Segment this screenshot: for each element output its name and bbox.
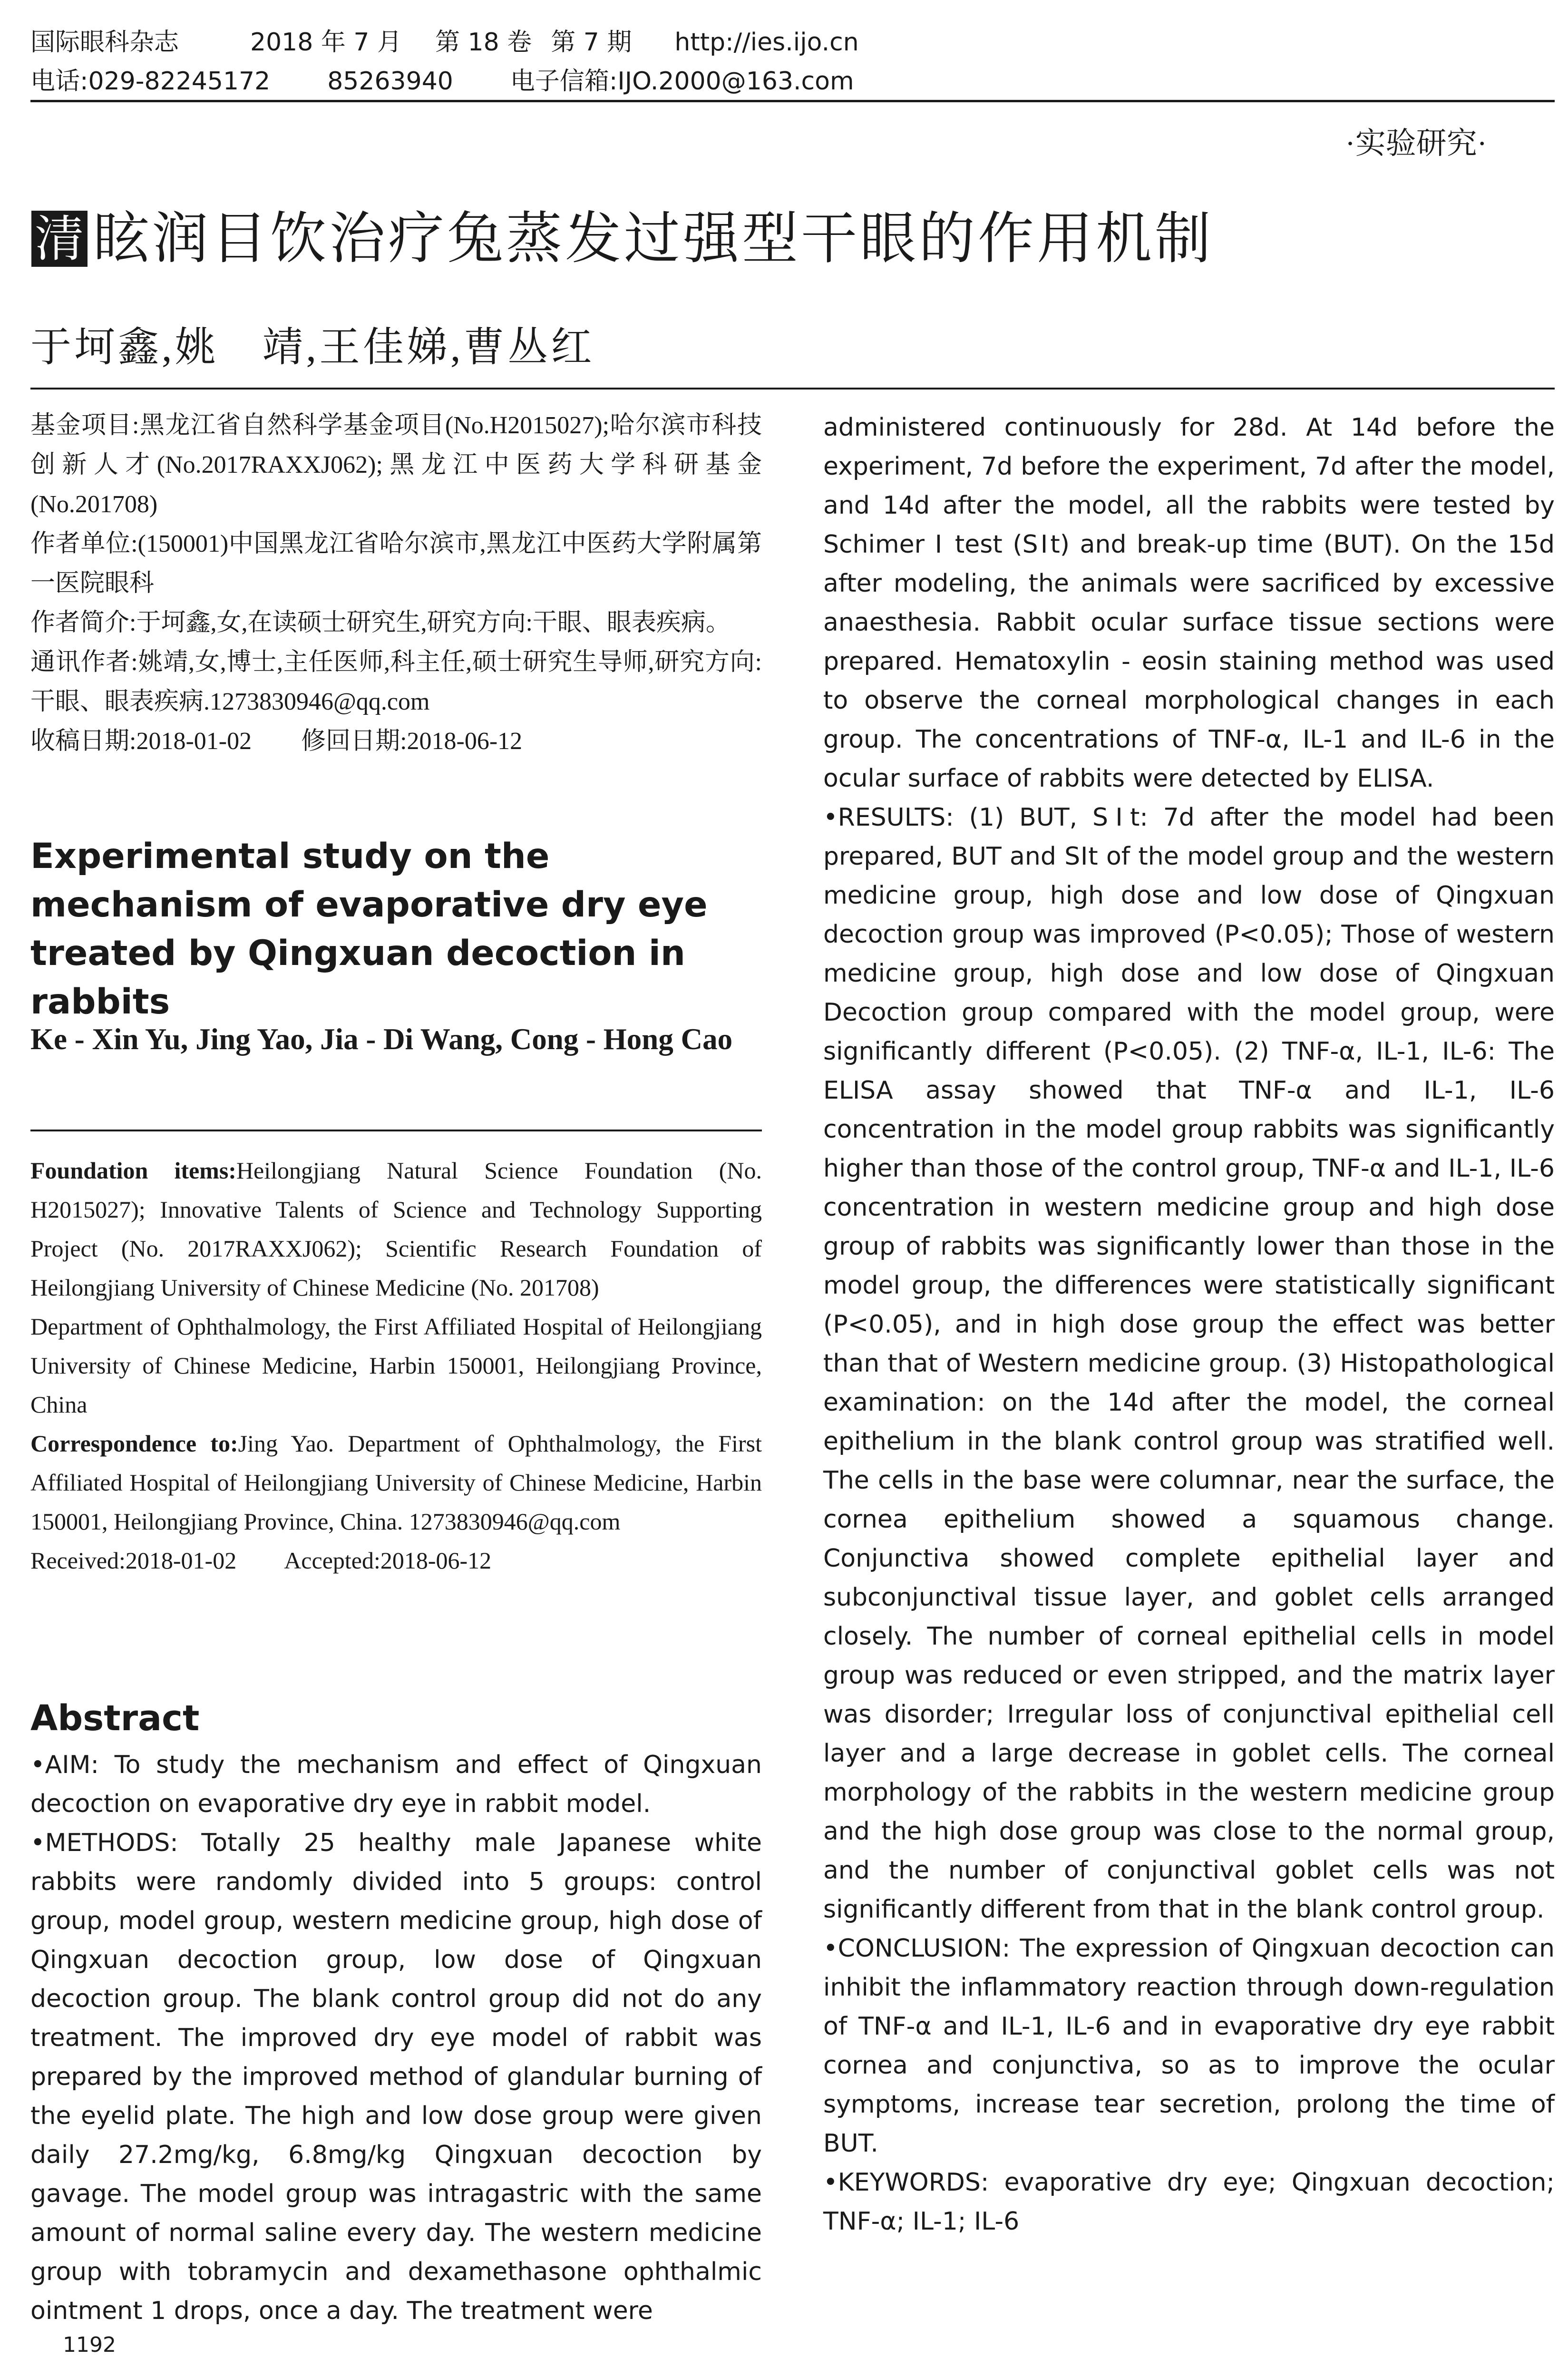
abstract-keywords: •KEYWORDS: evaporative dry eye; Qingxuan decoction; TNF-α; IL-1; IL-6 bbox=[823, 2168, 1555, 2236]
abstract-aim: •AIM: To study the mechanism and effect of Qingxuan decoction on evaporative dry eye in rabbit model. bbox=[30, 1751, 762, 1818]
journal-name: 国际眼科杂志 bbox=[30, 28, 179, 57]
issue: 第 7 期 bbox=[551, 28, 632, 57]
abstract-conclusion: •CONCLUSION: The expression of Qingxuan decoction can inhibit the inflammatory reaction through down-regulation of TNF-α and IL-1, IL-6 and in evaporative dry eye rabbit cornea and conjunctiva, so as to improve the ocular symptoms, increase tear secretion, prolong the time of BUT. bbox=[823, 1934, 1555, 2158]
abstract-results: •RESULTS: (1) BUT, SⅠt: 7d after the model had been prepared, BUT and SⅠt of the model group and the western medicine group, high dose and low dose of Qingxuan decoction group was improved (P<0.05); Those of western medicine group, high dose and low dose of Qingxuan Decoction group compared with the model group, were significantly different (P<0.05). (2) TNF-α, IL-1, IL-6: The ELISA assay showed that TNF-α and IL-1, IL-6 concentration in the model group rabbits was significantly higher than those of the control group, TNF-α and IL-1, IL-6 concentration in western medicine group and high dose group of rabbits was significantly lower than those in the model group, the differences were statistically significant (P<0.05), and in high dose group the effect was better than that of Western medicine group. (3) Histopathological examination: on the 14d after the model, the corneal epithelium in the blank control group was stratified well. The cells in the base were columnar, near the surface, the cornea epithelium showed a squamous change. Conjunctiva showed complete epithelial layer and subconjunctival tissue layer, and goblet cells arranged closely. The number of corneal epithelial cells in model group was reduced or even stripped, and the matrix layer was disorder; Irregular loss of conjunctival epithelial cell layer and a large decrease in goblet cells. The corneal morphology of the rabbits in the western medicine group and the high dose group was close to the normal group, and the number of conjunctival goblet cells was not significantly different from that in the blank control group. bbox=[823, 803, 1555, 1924]
abstract-methods-cont: administered continuously for 28d. At 14d before the experiment, 7d before the experiment, 7d after the model, and 14d after the model, all the rabbits were tested by Schimer Ⅰ test (SⅠt) and break-up time (BUT). On the 15d after modeling, the animals were sacrificed by excessive anaesthesia. Rabbit ocular surface tissue sections were prepared. Hematoxylin - eosin staining method was used to observe the corneal morphological changes in each group. The concentrations of TNF-α, IL-1 and IL-6 in the ocular surface of rabbits were detected by ELISA. bbox=[823, 413, 1555, 793]
page-title: 眩润目饮治疗兔蒸发过强型干眼的作用机制 bbox=[93, 205, 1214, 271]
running-header-line1 bbox=[30, 28, 859, 57]
journal-url[interactable]: http://ies.ijo.cn bbox=[674, 28, 859, 57]
cn-meta-affiliation: 作者单位:(150001)中国黑龙江省哈尔滨市,黑龙江中医药大学附属第一医院眼科 bbox=[30, 530, 762, 597]
page-number: 1192 bbox=[63, 2333, 116, 2357]
en-authors-rule bbox=[30, 1130, 762, 1131]
foundation-label: Foundation items: bbox=[30, 1157, 236, 1184]
issue-date: 2018 年 7 月 bbox=[250, 28, 402, 57]
abstract-right-column bbox=[823, 408, 1555, 2241]
english-authors: Ke - Xin Yu, Jing Yao, Jia - Di Wang, Cong - Hong Cao bbox=[30, 1023, 733, 1056]
received-accepted: Received:2018-01-02 Accepted:2018-06-12 bbox=[30, 1547, 492, 1574]
correspondence bbox=[30, 1424, 762, 1541]
abstract-left-column bbox=[30, 1745, 762, 2330]
correspondence-label: Correspondence to: bbox=[30, 1430, 238, 1457]
title-first-char: 清 bbox=[31, 211, 88, 267]
volume: 第 18 卷 bbox=[435, 28, 532, 57]
english-title: Experimental study on the mechanism of evaporative dry eye treated by Qingxuan decoction in rabbits bbox=[30, 836, 708, 1022]
running-header-line2 bbox=[30, 67, 854, 96]
cn-meta-author-bio: 作者简介:于坷鑫,女,在读硕士研究生,研究方向:干眼、眼表疾病。 bbox=[30, 609, 730, 636]
cn-meta-correspondence: 通讯作者:姚靖,女,博士,主任医师,科主任,硕士研究生导师,研究方向:干眼、眼表疾病.1273830946@qq.com bbox=[30, 649, 762, 715]
department: Department of Ophthalmology, the First Affiliated Hospital of Heilongjiang University of Chinese Medicine, Harbin 150001, Heilongjiang Province, China bbox=[30, 1313, 762, 1418]
email[interactable]: 电子信箱:IJO.2000@163.com bbox=[510, 67, 854, 96]
cn-meta-block bbox=[30, 406, 762, 761]
foundation-items bbox=[30, 1151, 762, 1307]
foundation-text: Heilongjiang Natural Science Foundation (No. H2015027); Innovative Talents of Science and Technology Supporting Project (No. 2017RAXXJ062); Scientific Research Foundation of Heilongjiang University of Chinese Medicine (No. 201708) bbox=[30, 1157, 762, 1301]
abstract-heading: Abstract bbox=[30, 1698, 200, 1739]
authors-cn: 于坷鑫,姚 靖,王佳娣,曹丛红 bbox=[30, 324, 595, 370]
cn-meta-dates: 收稿日期:2018-01-02 修回日期:2018-06-12 bbox=[30, 728, 523, 755]
abstract-methods: •METHODS: Totally 25 healthy male Japanese white rabbits were randomly divided into 5 groups: control group, model group, western medicine group, high dose of Qingxuan decoction group, low dose of Qingxuan decoction group. The blank control group did not do any treatment. The improved dry eye model of rabbit was prepared by the improved method of glandular burning of the eyelid plate. The high and low dose group were given daily 27.2mg/kg, 6.8mg/kg Qingxuan decoction by gavage. The model group was intragastric with the same amount of normal saline every day. The western medicine group with tobramycin and dexamethasone ophthalmic ointment 1 drops, once a day. The treatment were bbox=[30, 1829, 762, 2325]
phone-2: 85263940 bbox=[327, 67, 453, 96]
phone: 电话:029-82245172 bbox=[30, 67, 271, 96]
section-tag: ·实验研究· bbox=[1345, 127, 1487, 160]
header-rule bbox=[30, 100, 1555, 102]
cn-meta-funding: 基金项目:黑龙江省自然科学基金项目(No.H2015027);哈尔滨市科技创新人才(No.2017RAXXJ062);黑龙江中医药大学科研基金(No.201708) bbox=[30, 412, 762, 518]
correspondence-text: Jing Yao. Department of Ophthalmology, the First Affiliated Hospital of Heilongjiang University of Chinese Medicine, Harbin 150001, Heilongjiang Province, China. 1273830946@qq.com bbox=[30, 1430, 762, 1535]
en-meta-block bbox=[30, 1151, 762, 1580]
authors-rule bbox=[30, 388, 1555, 390]
